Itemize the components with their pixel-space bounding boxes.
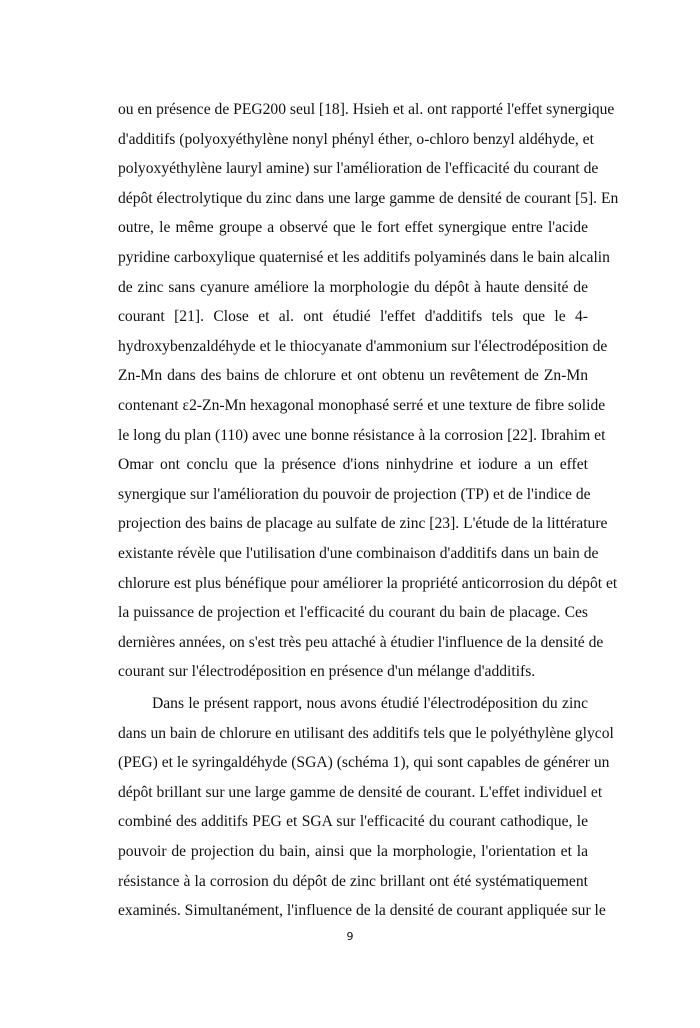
text-line: courant [21]. Close et al. ont étudié l'effet d'additifs tels que le 4- [118, 308, 588, 326]
text-line: contenant ε2-Zn-Mn hexagonal monophasé serré et une texture de fibre solide [118, 396, 606, 414]
paragraph-2 [118, 689, 614, 926]
text-line: dernières années, on s'est très peu attaché à étudier l'influence de la densité de [118, 633, 604, 651]
text-line: projection des bains de placage au sulfate de zinc [23]. L'étude de la littérature [118, 515, 608, 533]
text-line: Omar ont conclu que la présence d'ions ninhydrine et iodure a un effet [118, 456, 588, 474]
text-line: Zn-Mn dans des bains de chlorure et ont obtenu un revêtement de Zn-Mn [118, 367, 588, 385]
text-line: outre, le même groupe a observé que le fort effet synergique entre l'acide [118, 219, 588, 237]
text-line: d'additifs (polyoxyéthylène nonyl phényl éther, o-chloro benzyl aldéhyde, et [118, 130, 594, 148]
text-line: examinés. Simultanément, l'influence de la densité de courant appliquée sur le [118, 902, 606, 920]
text-line: hydroxybenzaldéhyde et le thiocyanate d'ammonium sur l'électrodéposition de [118, 337, 608, 355]
text-line: de zinc sans cyanure améliore la morphologie du dépôt à haute densité de [118, 278, 588, 296]
text-line: synergique sur l'amélioration du pouvoir de projection (TP) et de l'indice de [118, 485, 591, 503]
text-line: Dans le présent rapport, nous avons étudié l'électrodéposition du zinc [152, 695, 588, 712]
text-line: courant sur l'électrodéposition en présence d'un mélange d'additifs. [118, 663, 536, 681]
page-number: 9 [346, 930, 354, 943]
text-line: chlorure est plus bénéfique pour améliorer la propriété anticorrosion du dépôt et [118, 574, 618, 592]
text-line: polyoxyéthylène lauryl amine) sur l'amélioration de l'efficacité du courant de [118, 160, 599, 178]
text-line: résistance à la corrosion du dépôt de zinc brillant ont été systématiquement [118, 872, 588, 890]
text-line: combiné des additifs PEG et SGA sur l'efficacité du courant cathodique, le [118, 813, 588, 831]
text-line: existante révèle que l'utilisation d'une combinaison d'additifs dans un bain de [118, 544, 599, 562]
text-line: la puissance de projection et l'efficacité du courant du bain de placage. Ces [118, 604, 588, 622]
text-line: dans un bain de chlorure en utilisant des additifs tels que le polyéthylène glycol [118, 724, 614, 742]
text-line: pyridine carboxylique quaternisé et les additifs polyaminés dans le bain alcalin [118, 248, 610, 266]
text-line: pouvoir de projection du bain, ainsi que la morphologie, l'orientation et la [118, 842, 588, 860]
text-line: ou en présence de PEG200 seul [18]. Hsieh et al. ont rapporté l'effet synergique [118, 101, 615, 118]
text-line: dépôt brillant sur une large gamme de densité de courant. L'effet individuel et [118, 783, 603, 801]
text-line: (PEG) et le syringaldéhyde (SGA) (schéma 1), qui sont capables de générer un [118, 754, 610, 772]
text-line: le long du plan (110) avec une bonne résistance à la corrosion [22]. Ibrahim et [118, 426, 606, 444]
paragraph-1 [118, 95, 619, 687]
text-line: dépôt électrolytique du zinc dans une large gamme de densité de courant [5]. En [118, 189, 619, 207]
